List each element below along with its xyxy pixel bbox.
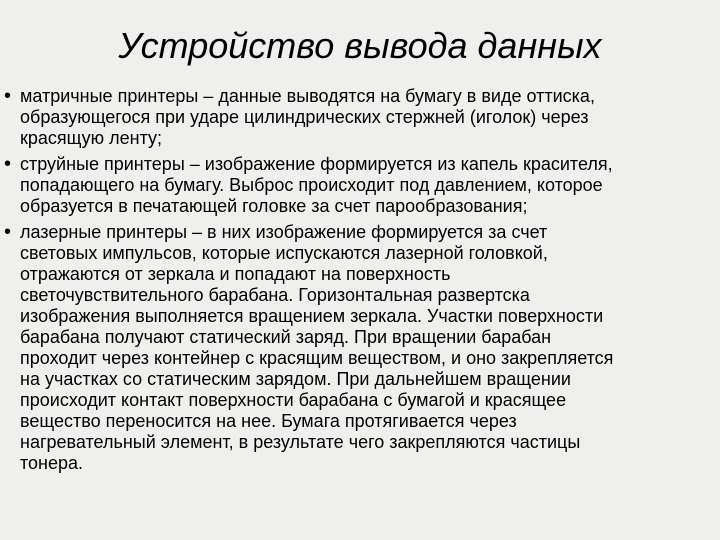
bullet-text-line: происходит контакт поверхности барабана с бумагой и красящее (20, 390, 567, 410)
bullet-text-line: красящую ленту; (20, 128, 163, 148)
bullet-item-inkjet-printers (0, 154, 720, 217)
bullet-text-line: световых импульсов, которые испускаются лазерной головкой, (20, 243, 548, 263)
bullet-text-line: лазерные принтеры – в них изображение формируется за счет (20, 222, 548, 242)
bullet-text-line: светочувствительного барабана. Горизонтальная развертска (20, 285, 530, 305)
bullet-text-line: тонера. (20, 453, 84, 473)
bullet-list (0, 86, 720, 479)
bullet-text-line: струйные принтеры – изображение формируется из капель красителя, (20, 154, 613, 174)
bullet-marker: • (4, 85, 12, 107)
bullet-text-line: изображения выполняется вращением зеркала. Участки поверхности (20, 306, 604, 326)
bullet-text-line: нагревательный элемент, в результате чего закрепляются частицы (20, 432, 581, 452)
bullet-text-line: проходит через контейнер с красящим веществом, и оно закрепляется (20, 348, 614, 368)
bullet-item-matrix-printers (0, 86, 720, 149)
bullet-text-line: попадающего на бумагу. Выброс происходит под давлением, которое (20, 175, 603, 195)
bullet-text-line: вещество переносится на нее. Бумага протягивается через (20, 411, 517, 431)
bullet-text-line: образующегося при ударе цилиндрических стержней (иголок) через (20, 107, 589, 127)
bullet-text-line: матричные принтеры – данные выводятся на бумагу в виде оттиска, (20, 86, 595, 106)
bullet-text-line: отражаются от зеркала и попадают на поверхность (20, 264, 451, 284)
slide-title: Устройство вывода данных (118, 25, 602, 66)
bullet-marker: • (4, 153, 12, 175)
bullet-marker: • (4, 221, 12, 243)
bullet-text-line: барабана получают статический заряд. При вращении барабан (20, 327, 552, 347)
bullet-item-laser-printers (0, 222, 720, 474)
bullet-text-line: образуется в печатающей головке за счет парообразования; (20, 196, 528, 216)
bullet-text-line: на участках со статическим зарядом. При дальнейшем вращении (20, 369, 571, 389)
